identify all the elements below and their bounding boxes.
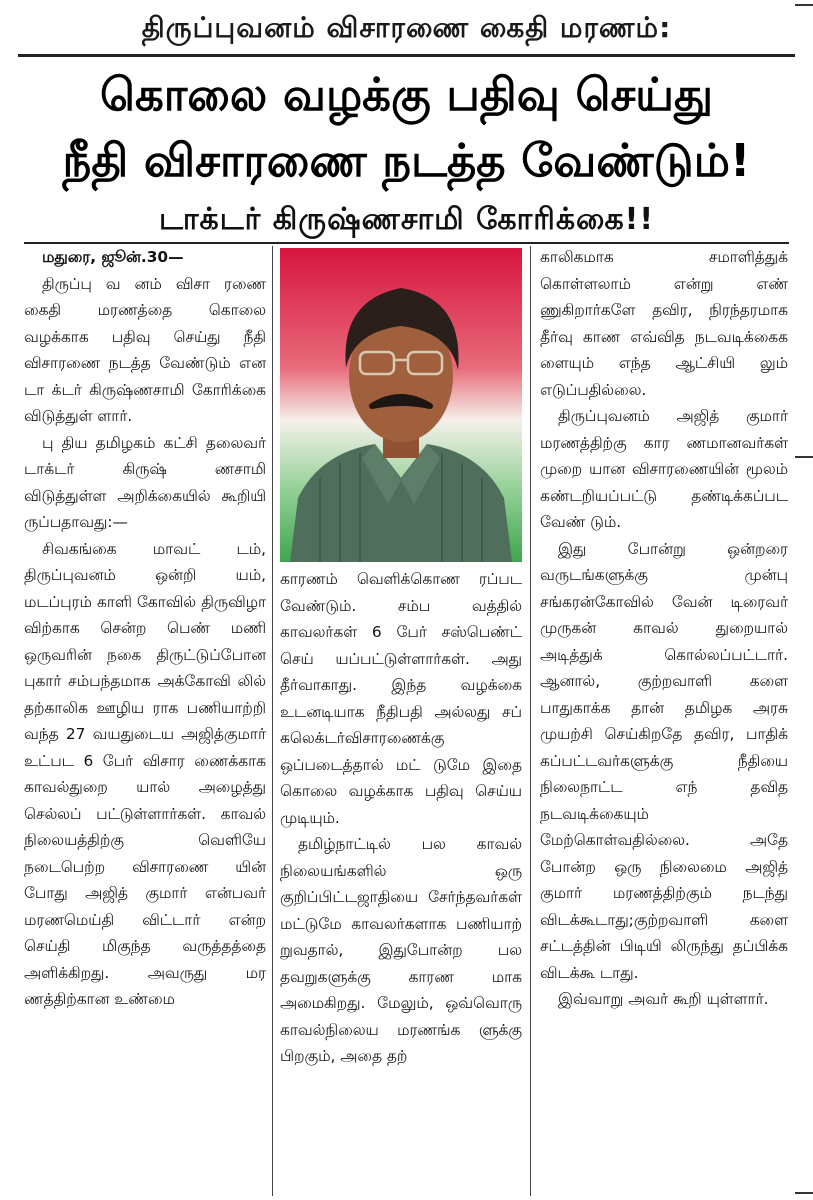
paragraph: இது போன்று ஒன்றரை வருடங்களுக்கு முன்பு சங்கரன்கோவில் வேன் டிரைவர் முருகன் காவல் துறையால் அடித்துக் கொல்லப்பட்டார். ஆனால், குற்றவாளி களை பாதுகாக்க தான் தமிழக அரசு முயற்சி செய்கிறதே தவிர, பாதிக் கப்பட்டவர்களுக்கு நீதியை நிலைநாட்ட எந் தவித நடவடிக்கையும் மேற்கொள்வதில்லை. அதே போன்ற ஒரு நிலைமை அஜித் குமார் மரணத்திற்கும் நடந்து விடக்கூடாது;குற்றவாளி களை சட்டத்தின் பிடியி லிருந்து தப்பிக்க விடக்கூ டாது. xyxy=(540,539,788,982)
paragraph: திருப்பு வ னம் விசா ரணை கைதி மரணத்தை கொலை வழக்காக பதிவு செய்து நீதி விசாரணை நடத்த வேண்டும் என டா க்டர் கிருஷ்ணசாமி கோரிக்கை விடுத்துள் ளார். xyxy=(24,274,266,425)
article-column-2 xyxy=(280,566,522,1070)
column-divider-1 xyxy=(272,246,273,1196)
page-edge-mark xyxy=(795,4,813,6)
article-column-3 xyxy=(540,244,788,1013)
paragraph: திருப்புவனம் அஜித் குமார் மரணத்திற்கு கார ணமானவர்கள் முறை யான விசாரணையின் மூலம் கண்டறியப்பட்டு தண்டிக்கப்பட வேண் டும். xyxy=(540,407,788,531)
column-divider-2 xyxy=(530,246,531,1196)
headline-line-1: கொலை வழக்கு பதிவு செய்து xyxy=(99,68,713,121)
dateline: மதுரை, ஜூன்.30— xyxy=(42,248,184,266)
page-edge-mark xyxy=(795,1192,813,1194)
paragraph: சிவகங்கை மாவட் டம், திருப்புவனம் ஒன்றி யம், மடப்புரம் காளி கோவில் திருவிழா விற்காக சென்ற பெண் மணி ஒருவரின் நகை திருட்டுப்போன புகார் சம்பந்தமாக அக்கோவி லில் தற்காலிக ஊழிய ராக பணியாற்றி வந்த 27 வயதுடைய அஜித்குமார் உட்பட 6 பேர் விசார ணைக்காக காவல்துறை யால் அழைத்து செல்லப் பட்டுள்ளார்கள். காவல் நிலையத்திற்கு வெளியே நடைபெற்ற விசாரணை யின் போது அஜித் குமார் என்பவர் மரணமெய்தி விட்டார் என்ற செய்தி மிகுந்த வருத்தத்தை அளிக்கிறது. அவருது மர ணத்திற்கான உண்மை xyxy=(24,539,266,1008)
portrait-photo xyxy=(280,248,522,562)
mustache-shape xyxy=(372,397,430,406)
paragraph: காலிகமாக சமாளித்துக் கொள்ளலாம் என்று எண் ணுகிறார்களே தவிர, நிரந்தரமாக தீர்வு காண எவ்வித நடவடிக்கைக ளையும் எந்த ஆட்சியி லும் எடுப்பதில்லை. xyxy=(540,248,788,399)
paragraph: காரணம் வெளிக்கொண ரப்பட வேண்டும். சம்ப வத்தில் காவலர்கள் 6 பேர் சஸ்பெண்ட் செய் யப்பட்டுள்ளார்கள். அது தீர்வாகாது. இந்த வழக்கை உடனடியாக நீதிபதி அல்லது சப் கலெக்டர்விசாரணைக்கு ஒப்படைத்தால் மட் டுமே இதை கொலை வழக்காக பதிவு செய்ய முடியும். xyxy=(280,570,522,827)
kicker-line: திருப்புவனம் விசாரணை கைதி மரணம்: xyxy=(141,11,672,44)
headline-line-2: நீதி விசாரணை நடத்த வேண்டும்! xyxy=(62,134,751,187)
top-rule xyxy=(18,54,795,57)
paragraph: பு திய தமிழகம் கட்சி தலைவர் டாக்டர் கிருஷ் ணசாமி விடுத்துள்ள அறிக்கையில் கூறியி ருப்பதாவது:— xyxy=(24,433,266,531)
portrait-figure xyxy=(280,248,522,562)
paragraph: இவ்வாறு அவர் கூறி யுள்ளார். xyxy=(558,990,769,1008)
page-edge-mark xyxy=(795,456,813,458)
shirt-shape xyxy=(290,444,512,562)
subheadline: டாக்டர் கிருஷ்ணசாமி கோரிக்கை!! xyxy=(158,202,654,237)
paragraph: தமிழ்நாட்டில் பல காவல் நிலையங்களில் ஒரு குறிப்பிட்டஜாதியை சேர்ந்தவர்கள் மட்டுமே காவலர்களாக பணியாற் றுவதால், இதுபோன்ற பல தவறுகளுக்கு காரண மாக அமைகிறது. மேலும், ஒவ்வொரு காவல்நிலைய மரணங்க ளுக்கு பிறகும், அதை தற் xyxy=(280,835,522,1065)
article-column-1 xyxy=(24,244,266,1013)
